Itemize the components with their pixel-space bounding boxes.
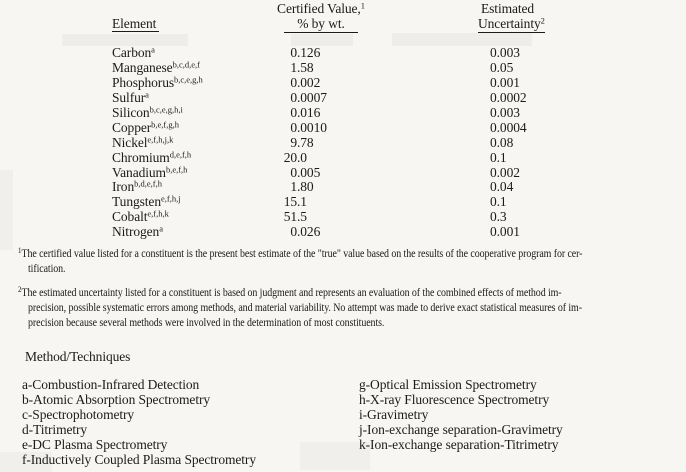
certified-value-integer: 0: [290, 224, 297, 240]
method-item: e-DC Plasma Spectrometry: [22, 437, 168, 452]
element-cell: [112, 224, 163, 239]
footnote-superscript: 2: [18, 285, 22, 294]
element-name: Phosphorus: [112, 74, 175, 90]
element-method-superscript: e,f,h,j: [160, 193, 181, 204]
certified-value-fraction: .126: [297, 45, 321, 60]
certified-value-fraction: .1: [297, 194, 307, 210]
element-name: Chromium: [112, 149, 170, 165]
element-cell: [112, 60, 200, 75]
certified-value-integer: 51: [283, 209, 297, 225]
certified-value-integer: 0: [290, 104, 297, 120]
footnote-superscript: 1: [18, 246, 22, 255]
certified-value-cell: [279, 209, 307, 224]
certified-value-fraction: .002: [297, 74, 321, 90]
element-method-superscript: b,d,e,f,h: [134, 178, 162, 189]
uncertainty-cell: 0.0004: [490, 119, 527, 135]
table-row: [0, 224, 686, 239]
certified-value-integer: 0: [290, 74, 297, 90]
method-item: b-Atomic Absorption Spectrometry: [22, 392, 211, 407]
uncertainty-cell: 0.1: [490, 194, 507, 210]
element-method-superscript: b,c,e,g,h: [174, 74, 203, 85]
element-name: Nitrogen: [112, 224, 160, 240]
certified-value-cell: [279, 135, 314, 150]
certified-header-line2: [237, 16, 405, 31]
certified-value-cell: [279, 45, 320, 60]
footnote-line: $^1$The certified value listed for a constituent is the present best estimate of the "true" value based on the results of the cooperative program for cer-: [18, 246, 583, 260]
certified-value-fraction: .80: [297, 179, 314, 195]
table-row: [0, 105, 686, 120]
certified-header-text: Certified Value,: [277, 1, 361, 16]
footnote-line: precision, possible systematic errors among methods, and material variability. No attempt was made to derive exact statistical measures of im-: [28, 302, 582, 315]
certified-header-footnote-mark: 1: [360, 0, 365, 11]
method-item: c-Spectrophotometry: [22, 407, 135, 422]
method-item: g-Optical Emission Spectrometry: [359, 377, 537, 392]
certified-value-cell: [279, 150, 307, 165]
element-name: Silicon: [112, 104, 150, 120]
element-name: Iron: [112, 179, 135, 195]
method-item: h-X-ray Fluorescence Spectrometry: [359, 392, 550, 407]
certified-value-integer: 0: [290, 119, 297, 135]
certified-value-fraction: .78: [297, 134, 314, 150]
certified-value-fraction: .016: [297, 104, 321, 120]
certified-value-integer: 1: [290, 59, 297, 75]
element-cell: [112, 135, 173, 150]
element-name: Copper: [112, 119, 152, 135]
element-method-superscript: b,e,f,g,h: [151, 119, 180, 130]
footnote-2: [0, 286, 686, 332]
certified-value-fraction: .026: [297, 224, 321, 240]
method-item: i-Gravimetry: [359, 407, 429, 422]
table-row: [0, 150, 686, 165]
uncertainty-header-underlined: [478, 16, 545, 33]
element-cell: [112, 75, 203, 90]
uncertainty-header-footnote-mark: 2: [540, 15, 545, 26]
uncertainty-cell: 0.05: [490, 59, 514, 75]
method-item: a-Combustion-Infrared Detection: [22, 377, 200, 392]
table-row: [0, 45, 686, 60]
footnote-1: [0, 247, 686, 277]
element-method-superscript: d,e,f,h: [169, 149, 192, 160]
table-row: [0, 209, 686, 224]
footnote-line: $^2$The estimated uncertainty listed for a constituent is based on judgment and represents an evaluation of the combined effects of method im-: [18, 285, 562, 299]
uncertainty-cell: 0.08: [490, 134, 514, 150]
element-name: Nickel: [112, 134, 148, 150]
table-row: [0, 60, 686, 75]
uncertainty-header-line2: [478, 16, 545, 31]
element-method-superscript: a: [145, 89, 149, 100]
certified-value-fraction: .0: [297, 149, 307, 165]
element-cell: [112, 165, 187, 180]
element-method-superscript: b,c,d,e,f: [172, 59, 200, 70]
certified-value-fraction: .0007: [297, 89, 327, 105]
method-item: d-Titrimetry: [22, 422, 88, 437]
element-method-superscript: e,f,h,j,k: [147, 134, 174, 145]
element-name: Cobalt: [112, 209, 148, 225]
element-cell: [112, 179, 162, 194]
certified-value-integer: 0: [290, 89, 297, 105]
column-header-element: [112, 16, 159, 32]
element-method-superscript: b,c,e,g,h,i: [149, 104, 183, 115]
certified-value-fraction: .5: [297, 209, 307, 225]
element-cell: [112, 194, 181, 209]
certified-value-integer: 9: [290, 134, 297, 150]
methods-left-column: [22, 377, 256, 467]
footnote-line: precision because several methods were involved in the determination of most constituents.: [28, 317, 385, 330]
uncertainty-cell: 0.04: [490, 179, 514, 195]
table-row: [0, 194, 686, 209]
element-header-label: Element: [112, 16, 159, 32]
uncertainty-header-text: Uncertainty: [478, 16, 541, 31]
element-name: Sulfur: [112, 89, 146, 105]
certified-value-cell: [279, 105, 320, 120]
uncertainty-cell: 0.001: [490, 224, 520, 240]
certified-value-cell: [279, 224, 320, 239]
element-name: Tungsten: [112, 194, 161, 210]
certified-value-cell: [279, 179, 314, 194]
certified-value-fraction: .0010: [297, 119, 327, 135]
table-row: [0, 135, 686, 150]
element-cell: [112, 90, 149, 105]
uncertainty-cell: 0.003: [490, 45, 520, 60]
method-item: f-Inductively Coupled Plasma Spectrometry: [22, 452, 256, 467]
element-name: Carbon: [112, 45, 152, 60]
table-row: [0, 120, 686, 135]
table-row: [0, 75, 686, 90]
certified-value-fraction: .005: [297, 164, 321, 180]
uncertainty-cell: 0.001: [490, 74, 520, 90]
uncertainty-cell: 0.0002: [490, 89, 527, 105]
certified-value-fraction: .58: [297, 59, 314, 75]
certified-header-line1: [237, 1, 405, 16]
uncertainty-cell: 0.3: [490, 209, 507, 225]
certified-value-cell: [279, 90, 327, 105]
certified-value-cell: [279, 194, 307, 209]
footnote-line: tification.: [28, 263, 66, 276]
element-cell: [112, 105, 183, 120]
certified-value-integer: 0: [290, 45, 297, 60]
element-name: Manganese: [112, 59, 173, 75]
element-cell: [112, 45, 155, 60]
element-cell: [112, 209, 169, 224]
methods-heading: Method/Techniques: [25, 349, 131, 364]
methods-right-column: [359, 377, 563, 452]
certified-header-units: % by wt.: [284, 16, 358, 33]
certified-value-integer: 15: [283, 194, 297, 210]
certified-value-cell: [279, 120, 327, 135]
certified-value-integer: 20: [283, 149, 297, 165]
column-header-certified-value: [237, 1, 405, 31]
certified-value-cell: [279, 75, 320, 90]
table-row: [0, 90, 686, 105]
column-header-uncertainty: [478, 1, 545, 31]
element-cell: [112, 120, 179, 135]
element-cell: [112, 150, 191, 165]
table-row: [0, 179, 686, 194]
method-item: j-Ion-exchange separation-Gravimetry: [359, 422, 563, 437]
element-method-superscript: a: [159, 223, 163, 234]
element-method-superscript: a: [151, 44, 155, 55]
uncertainty-cell: 0.003: [490, 104, 520, 120]
uncertainty-header-line1: Estimated: [481, 1, 535, 16]
table-row: [0, 165, 686, 180]
element-name: Vanadium: [112, 164, 166, 180]
certified-table-rows: [0, 45, 686, 239]
certified-value-integer: 1: [290, 179, 297, 195]
uncertainty-cell: 0.002: [490, 164, 520, 180]
element-method-superscript: b,e,f,h: [165, 164, 188, 174]
certified-value-integer: 0: [290, 164, 297, 180]
certified-value-cell: [279, 165, 320, 180]
method-item: k-Ion-exchange separation-Titrimetry: [359, 437, 559, 452]
element-method-superscript: e,f,h,k: [147, 208, 169, 219]
uncertainty-cell: 0.1: [490, 149, 507, 165]
certified-value-cell: [279, 60, 314, 75]
